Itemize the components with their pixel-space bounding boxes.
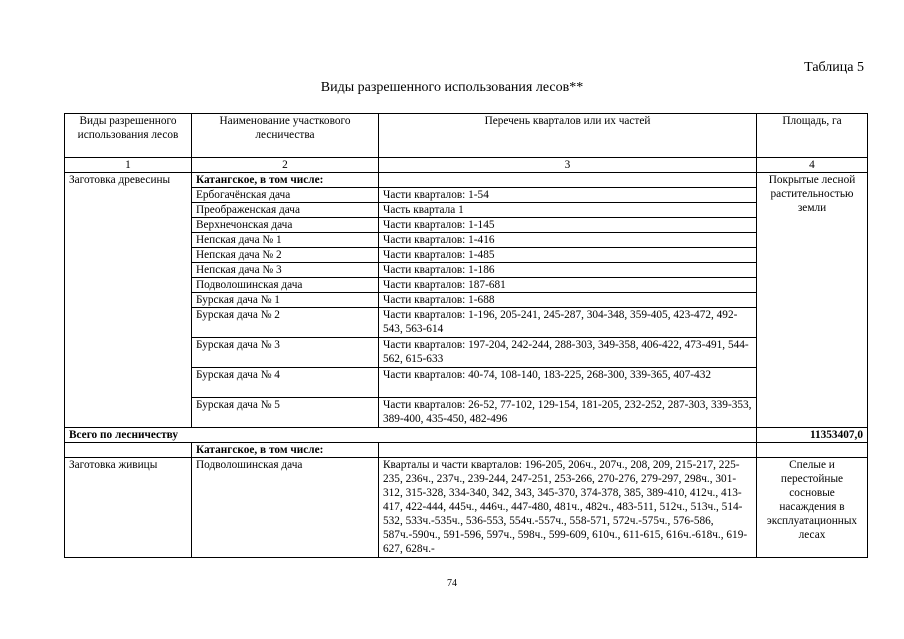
header-cell-forestry-name: Наименование участкового лесничества	[192, 114, 379, 158]
blocks-cell: Кварталы и части кварталов: 196-205, 206ч., 207ч., 208, 209, 215-217, 225-235, 236ч., 237ч., 239-244, 247-251, 253-266, 270-276, 279-297, 298ч., 301-312, 315-328, 334-340, 342, 343, 345-370, 374-378, 385, 389-410, 412ч., 413- 417, 422-444, 445ч., 446ч., 447-480, 481ч., 482ч., 483-511, 512ч., 513ч., 514-532, 533ч.-535ч., 536-553, 554ч.-557ч., 558-571, 572ч.-575ч., 576-586, 587ч.-590ч., 591-596, 597ч., 598ч., 599-609, 610ч., 611-615, 616ч.-618ч., 619-627, 628ч.-	[379, 458, 757, 558]
forest-use-table	[64, 113, 868, 558]
empty-cell	[379, 443, 757, 458]
total-label-cell: Всего по лесничеству	[65, 428, 757, 443]
empty-cell	[757, 443, 868, 458]
use-type-cell: Заготовка живицы	[65, 458, 192, 558]
group-label-cell: Катангское, в том числе:	[192, 443, 379, 458]
table-row	[65, 173, 868, 188]
use-type-cell: Заготовка древесины	[65, 173, 192, 428]
blocks-cell: Часть квартала 1	[379, 203, 757, 218]
table-number-label: Таблица 5	[804, 60, 864, 75]
column-number: 1	[65, 158, 192, 173]
column-number: 2	[192, 158, 379, 173]
forestry-name-cell: Подволошинская дача	[192, 278, 379, 293]
blocks-cell: Части кварталов: 1-688	[379, 293, 757, 308]
forestry-name-cell: Подволошинская дача	[192, 458, 379, 558]
forestry-name-cell: Бурская дача № 4	[192, 368, 379, 398]
forestry-name-cell: Бурская дача № 3	[192, 338, 379, 368]
blocks-cell: Части кварталов: 197-204, 242-244, 288-303, 349-358, 406-422, 473-491, 544-562, 615-633	[379, 338, 757, 368]
total-row	[65, 428, 868, 443]
forestry-name-cell: Бурская дача № 2	[192, 308, 379, 338]
forestry-name-cell: Бурская дача № 1	[192, 293, 379, 308]
blocks-cell: Части кварталов: 1-145	[379, 218, 757, 233]
forestry-name-cell: Непская дача № 1	[192, 233, 379, 248]
total-value-cell: 11353407,0	[757, 428, 868, 443]
blocks-cell: Части кварталов: 1-54	[379, 188, 757, 203]
header-cell-use-type: Виды разрешенного использования лесов	[65, 114, 192, 158]
empty-cell	[379, 173, 757, 188]
column-number: 4	[757, 158, 868, 173]
forestry-name-cell: Верхнечонская дача	[192, 218, 379, 233]
forestry-name-cell: Преображенская дача	[192, 203, 379, 218]
empty-cell	[65, 443, 192, 458]
area-note-cell: Покрытые лесной растительностью земли	[757, 173, 868, 428]
column-number: 3	[379, 158, 757, 173]
table-row	[65, 458, 868, 558]
table-row	[65, 443, 868, 458]
forestry-name-cell: Непская дача № 3	[192, 263, 379, 278]
blocks-cell: Части кварталов: 26-52, 77-102, 129-154, 181-205, 232-252, 287-303, 339-353, 389-400, 435-450, 482-496	[379, 398, 757, 428]
blocks-cell: Части кварталов: 1-485	[379, 248, 757, 263]
forestry-name-cell: Ербогачёнская дача	[192, 188, 379, 203]
header-row	[65, 114, 868, 158]
blocks-cell: Части кварталов: 1-196, 205-241, 245-287, 304-348, 359-405, 423-472, 492-543, 563-614	[379, 308, 757, 338]
area-note-cell: Спелые и перестойные сосновые насаждения в эксплуатационных лесах	[757, 458, 868, 558]
column-number-row	[65, 158, 868, 173]
blocks-cell: Части кварталов: 40-74, 108-140, 183-225, 268-300, 339-365, 407-432	[379, 368, 757, 398]
forestry-name-cell: Непская дача № 2	[192, 248, 379, 263]
blocks-cell: Части кварталов: 187-681	[379, 278, 757, 293]
group-label-cell: Катангское, в том числе:	[192, 173, 379, 188]
page-number: 74	[447, 578, 457, 589]
header-cell-area: Площадь, га	[757, 114, 868, 158]
blocks-cell: Части кварталов: 1-416	[379, 233, 757, 248]
blocks-cell: Части кварталов: 1-186	[379, 263, 757, 278]
document-title: Виды разрешенного использования лесов**	[320, 80, 584, 95]
header-cell-blocks: Перечень кварталов или их частей	[379, 114, 757, 158]
forestry-name-cell: Бурская дача № 5	[192, 398, 379, 428]
